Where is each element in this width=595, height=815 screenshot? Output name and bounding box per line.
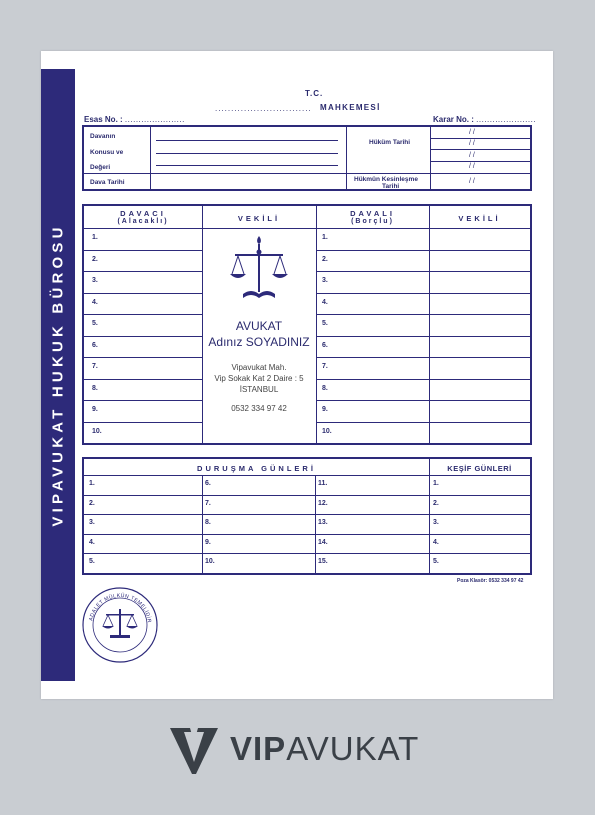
esas-label: Esas No. : [84, 115, 123, 124]
party-row-line [84, 271, 202, 272]
party-row-line [429, 379, 530, 380]
hearing-col2-row-1[interactable]: 6. [205, 480, 211, 487]
party-row-line [84, 250, 202, 251]
dava-tarihi-label: Dava Tarihi [90, 179, 125, 186]
party-row-line [429, 271, 530, 272]
case-hline [84, 173, 347, 174]
davali-row-8[interactable]: 8. [322, 384, 328, 392]
party-row-line [316, 250, 429, 251]
date-field-4[interactable]: / / [469, 163, 475, 170]
karar-label: Karar No. : [433, 115, 474, 124]
hearing-row-line [84, 514, 530, 515]
party-row-line [84, 336, 202, 337]
davaci-row-9[interactable]: 9. [92, 406, 98, 413]
vekili-header-2: VEKİLİ [458, 214, 501, 223]
date-hline-main [346, 173, 530, 174]
lawyer-stamp [203, 228, 315, 442]
party-row-line [316, 379, 429, 380]
hearing-col3-row-4[interactable]: 14. [318, 538, 328, 546]
hearing-col3-row-5[interactable]: 15. [318, 558, 328, 566]
davaci-row-5[interactable]: 5. [92, 320, 98, 327]
party-row-line [429, 314, 530, 315]
davanin-label: Davanın [90, 133, 116, 140]
brand-avukat: AVUKAT [286, 730, 420, 767]
mahkeme-label: MAHKEMESİ [320, 103, 381, 112]
hearing-col1-row-2[interactable]: 2. [89, 499, 95, 507]
party-row-line [316, 336, 429, 337]
parties-v3 [429, 206, 430, 443]
lawyer-phone: 0532 334 97 42 [231, 404, 287, 413]
brand-wordmark [230, 730, 419, 768]
davali-row-5[interactable]: 5. [322, 320, 328, 327]
party-row-line [429, 400, 530, 401]
party-row-line [84, 357, 202, 358]
party-row-line [316, 314, 429, 315]
hearing-col1-row-5[interactable]: 5. [89, 558, 95, 566]
lawyer-name: Adınız SOYADINIZ [208, 335, 310, 349]
vipavukat-logo-icon [166, 722, 222, 778]
party-row-line [316, 271, 429, 272]
davali-header: DAVALI [350, 209, 395, 218]
hearings-v1 [202, 475, 203, 573]
mahkeme-dots: .............................. [215, 104, 312, 113]
davaci-header: DAVACI [120, 209, 166, 218]
hearing-col1-row-3[interactable]: 3. [89, 519, 95, 527]
hearing-col2-row-4[interactable]: 9. [205, 538, 211, 546]
konu-line-2[interactable] [156, 153, 338, 154]
party-row-line [84, 422, 202, 423]
date-hline-3 [430, 161, 530, 162]
date-divider [430, 127, 431, 189]
party-row-line [429, 357, 530, 358]
hearing-col4-row-3[interactable]: 3. [433, 519, 439, 527]
karar-dots: ...................... [476, 115, 537, 124]
hukum-tarihi-label: Hüküm Tarihi [369, 139, 411, 146]
hearing-row-line [84, 495, 530, 496]
davali-row-7[interactable]: 7. [322, 363, 328, 370]
degeri-label: Değeri [90, 164, 111, 171]
hearing-col4-row-2[interactable]: 2. [433, 499, 439, 507]
party-row-line [84, 314, 202, 315]
davali-row-9[interactable]: 9. [322, 406, 328, 413]
date-hline-1 [430, 138, 530, 139]
date-field-1[interactable]: / / [469, 129, 475, 136]
hearings-box [82, 457, 532, 575]
durusma-header: DURUŞMA GÜNLERİ [197, 464, 316, 473]
hearing-col3-row-1[interactable]: 11. [318, 480, 328, 487]
konu-line-1[interactable] [156, 140, 338, 141]
case-info-box [82, 125, 532, 191]
hearing-row-line [84, 553, 530, 554]
davali-row-10[interactable]: 10. [322, 427, 332, 435]
lawyer-address-2: Vip Sokak Kat 2 Daire : 5 [214, 374, 304, 383]
esas-no [84, 115, 185, 124]
hearing-col3-row-2[interactable]: 12. [318, 499, 328, 507]
parties-v2 [316, 206, 317, 443]
party-row-line [84, 293, 202, 294]
hearing-col1-row-1[interactable]: 1. [89, 480, 95, 487]
party-row-line [429, 250, 530, 251]
borclu-header: (Borçlu) [351, 218, 394, 225]
hearing-col4-row-1[interactable]: 1. [433, 480, 439, 487]
case-divider [150, 127, 151, 189]
konu-line-3[interactable] [156, 165, 338, 166]
davaci-row-2[interactable]: 2. [92, 255, 98, 263]
hearing-row-line [84, 534, 530, 535]
davali-row-3[interactable]: 3. [322, 277, 328, 284]
svg-text:ADALET MÜLKÜN TEMELİDİR: ADALET MÜLKÜN TEMELİDİR [88, 592, 152, 624]
party-row-line [316, 293, 429, 294]
davaci-row-10[interactable]: 10. [92, 427, 102, 435]
esas-dots: ...................... [124, 115, 185, 124]
date-field-2[interactable]: / / [469, 140, 475, 147]
davaci-row-7[interactable]: 7. [92, 363, 98, 370]
hearing-col2-row-5[interactable]: 10. [205, 558, 215, 566]
vekili-header-1: VEKİLİ [237, 214, 281, 223]
hearing-col1-row-4[interactable]: 4. [89, 538, 95, 546]
davaci-row-3[interactable]: 3. [92, 277, 98, 284]
kesinlesme-tarihi-label: Tarihi [382, 183, 400, 190]
konusu-label: Konusu ve [90, 149, 124, 156]
party-row-line [84, 379, 202, 380]
party-row-line [429, 422, 530, 423]
case-mid-divider [346, 127, 347, 189]
lawyer-title: AVUKAT [235, 319, 283, 333]
scales-of-justice-icon [229, 232, 289, 304]
hearing-col4-row-5[interactable]: 5. [433, 558, 439, 566]
date-hline-2 [430, 149, 530, 150]
davaci-row-6[interactable]: 6. [92, 341, 98, 349]
davali-row-4[interactable]: 4. [322, 298, 328, 306]
adalet-seal-icon [80, 585, 160, 665]
hearings-v3 [429, 459, 430, 573]
party-row-line [84, 400, 202, 401]
spine-text: VIPAVUKAT HUKUK BÜROSU [49, 223, 67, 527]
hearing-col2-row-2[interactable]: 7. [205, 499, 211, 507]
party-row-line [316, 357, 429, 358]
lawyer-city: İSTANBUL [239, 385, 279, 394]
hearings-v2 [315, 475, 316, 573]
hearing-col4-row-4[interactable]: 4. [433, 538, 439, 546]
date-field-3[interactable]: / / [469, 152, 475, 159]
brand-vip: VIP [230, 730, 287, 767]
kesinlesme-label: Hükmün Kesinleşme [354, 176, 418, 183]
hearing-col3-row-3[interactable]: 13. [318, 519, 328, 527]
kesif-header: KEŞİF GÜNLERİ [447, 464, 512, 473]
davaci-row-1[interactable]: 1. [92, 234, 98, 241]
davaci-row-4[interactable]: 4. [92, 298, 98, 306]
date-field-5[interactable]: / / [469, 178, 475, 185]
alacakli-header: (Alacaklı) [117, 218, 169, 225]
hearings-header-line [84, 475, 530, 476]
davali-row-2[interactable]: 2. [322, 255, 328, 263]
lawyer-address-1: Vipavukat Mah. [231, 363, 287, 372]
davaci-row-8[interactable]: 8. [92, 384, 98, 392]
hearing-col2-row-3[interactable]: 8. [205, 519, 211, 527]
party-row-line [316, 400, 429, 401]
tc-label: T.C. [305, 89, 324, 98]
poza-note: Poza Klasör: 0532 334 97 42 [457, 578, 524, 584]
davali-row-6[interactable]: 6. [322, 341, 328, 349]
davali-row-1[interactable]: 1. [322, 234, 328, 241]
party-row-line [316, 422, 429, 423]
party-row-line [429, 336, 530, 337]
party-row-line [429, 293, 530, 294]
karar-no [433, 115, 536, 124]
